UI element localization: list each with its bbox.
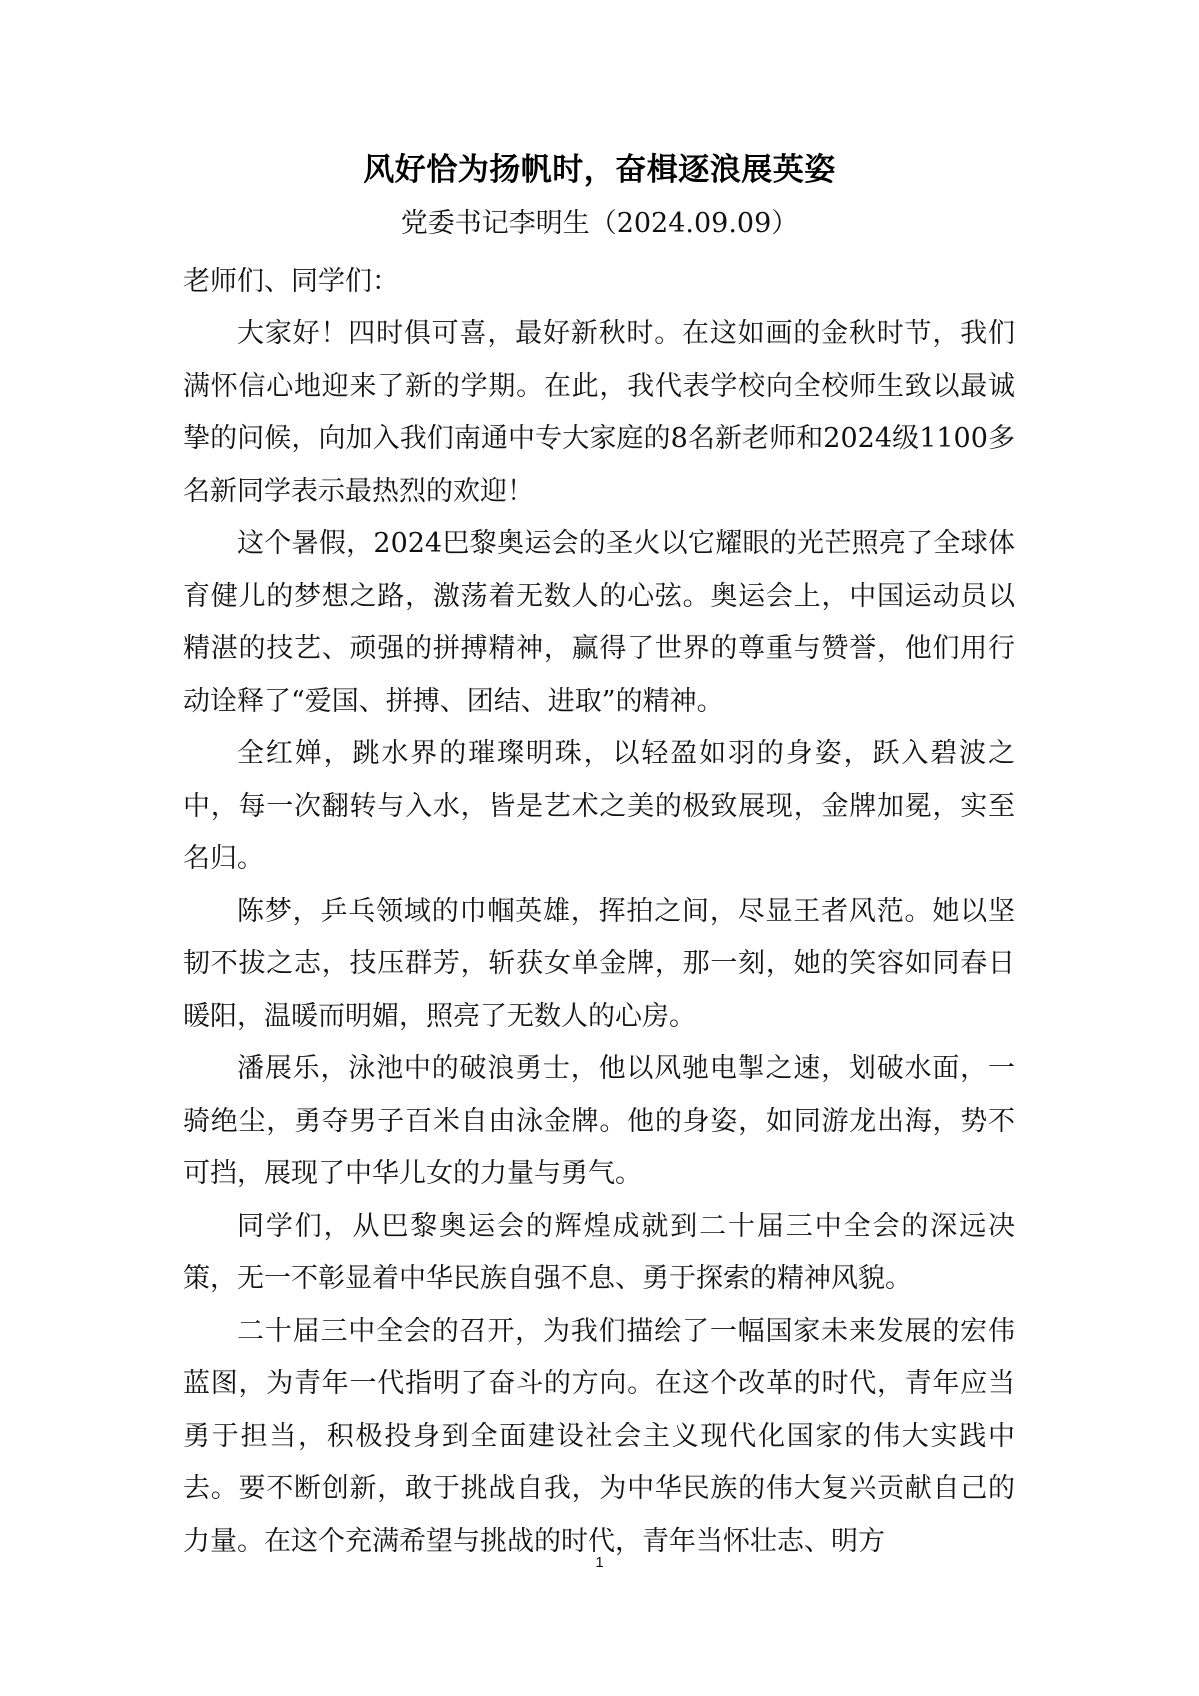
page-number: 1: [595, 1554, 604, 1571]
document-body: [183, 308, 1015, 1568]
body-paragraph: 潘展乐，泳池中的破浪勇士，他以风驰电掣之速，划破水面，一骑绝尘，勇夺男子百米自由泳金牌。他的身姿，如同游龙出海，势不可挡，展现了中华儿女的力量与勇气。: [183, 1053, 1015, 1189]
body-paragraph: 全红婵，跳水界的璀璨明珠，以轻盈如羽的身姿，跃入碧波之中，每一次翻转与入水，皆是艺术之美的极致展现，金牌加冕，实至名归。: [183, 738, 1015, 874]
document-byline: 党委书记李明生（2024.09.09）: [400, 208, 799, 239]
document-title: 风好恰为扬帆时，奋楫逐浪展英姿: [363, 152, 836, 188]
body-paragraph: 同学们，从巴黎奥运会的辉煌成就到二十届三中全会的深远决策，无一不彰显着中华民族自强不息、勇于探索的精神风貌。: [183, 1210, 1015, 1294]
body-paragraph: 陈梦，乒乓领域的巾帼英雄，挥拍之间，尽显王者风范。她以坚韧不拔之志，技压群芳，斩获女单金牌，那一刻，她的笑容如同春日暖阳，温暖而明媚，照亮了无数人的心房。: [183, 895, 1015, 1032]
salutation: 老师们、同学们：: [183, 266, 399, 297]
body-paragraph: 大家好！四时俱可喜，最好新秋时。在这如画的金秋时节，我们满怀信心地迎来了新的学期。在此，我代表学校向全校师生致以最诚挚的问候，向加入我们南通中专大家庭的8名新老师和2024级1100多名新同学表示最热烈的欢迎！: [183, 318, 1015, 507]
body-paragraph: 这个暑假，2024巴黎奥运会的圣火以它耀眼的光芒照亮了全球体育健儿的梦想之路，激荡着无数人的心弦。奥运会上，中国运动员以精湛的技艺、顽强的拼搏精神，赢得了世界的尊重与赞誉，他们用行动诠释了“爱国、拼搏、团结、进取”的精神。: [183, 528, 1015, 717]
body-paragraph: 二十届三中全会的召开，为我们描绘了一幅国家未来发展的宏伟蓝图，为青年一代指明了奋斗的方向。在这个改革的时代，青年应当勇于担当，积极投身到全面建设社会主义现代化国家的伟大实践中去。要不断创新，敢于挑战自我，为中华民族的伟大复兴贡献自己的力量。在这个充满希望与挑战的时代，青年当怀壮志、明方: [183, 1315, 1015, 1557]
